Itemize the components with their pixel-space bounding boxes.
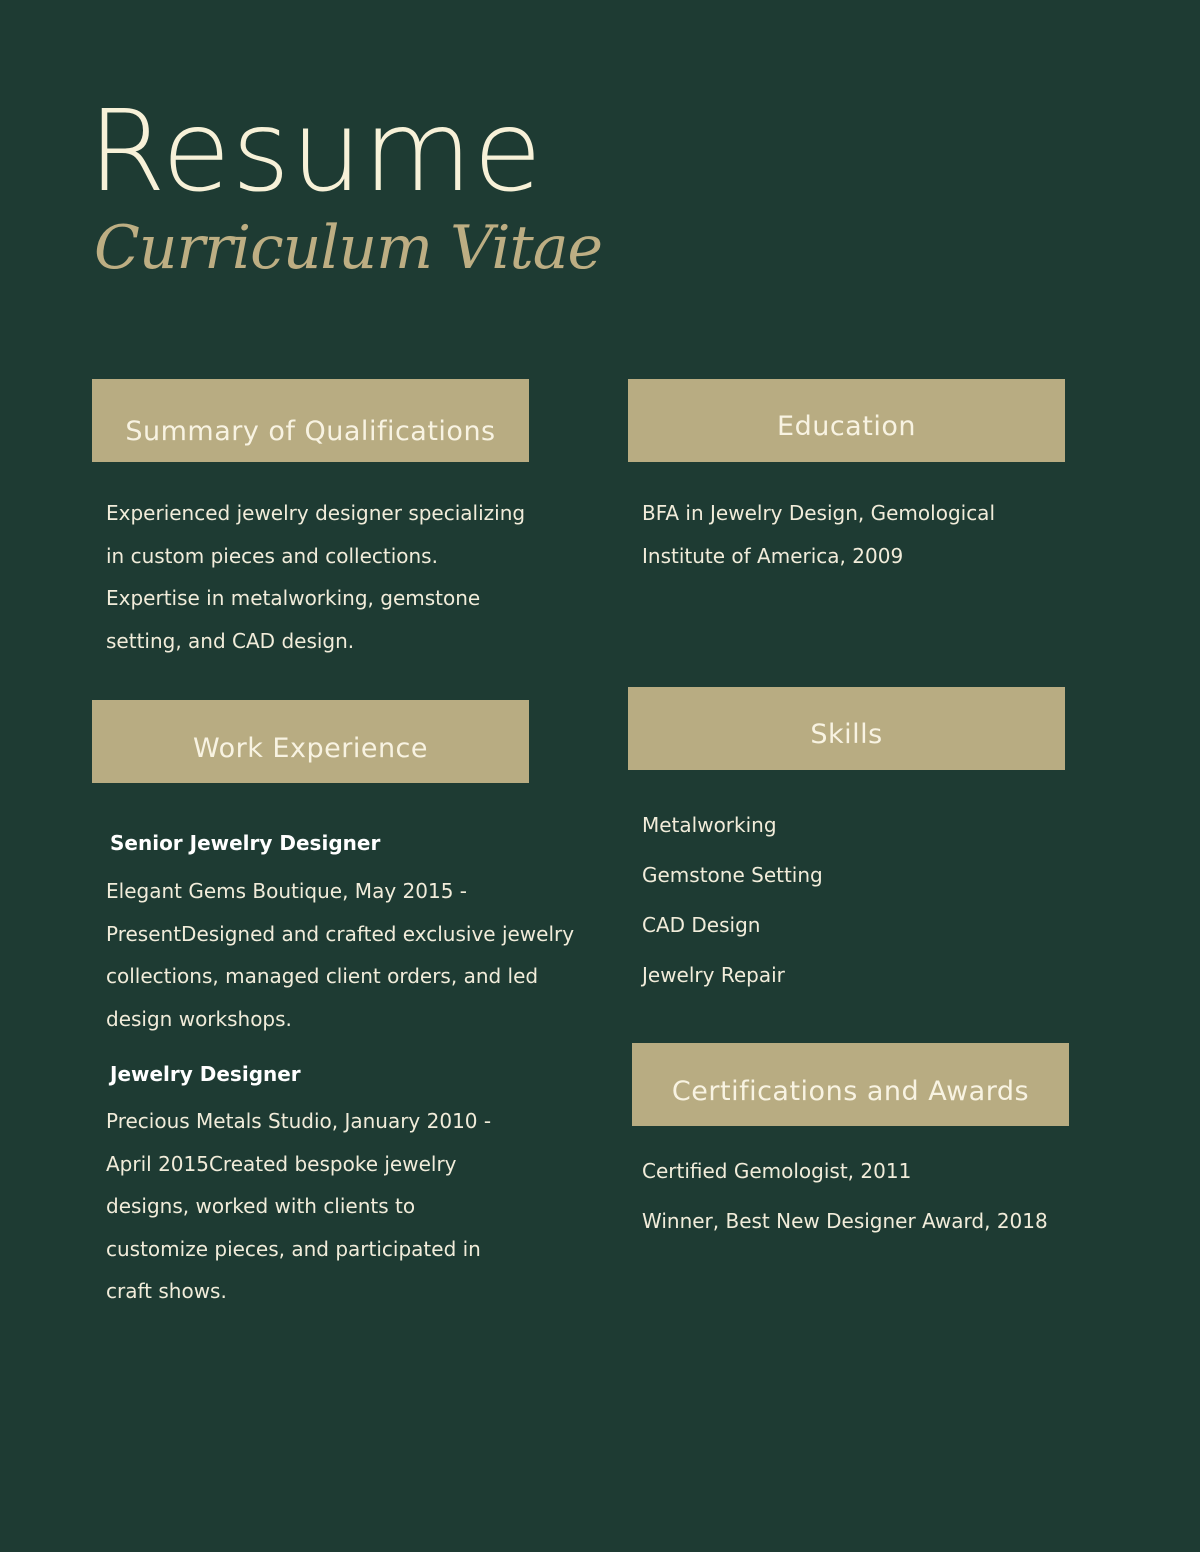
list-item: CAD Design xyxy=(642,913,761,937)
list-item: Jewelry Repair xyxy=(642,963,785,987)
summary-heading: Summary of Qualifications xyxy=(92,379,529,462)
education-text: BFA in Jewelry Design, Gemological Institute of America, 2009 xyxy=(642,501,995,568)
job-title: Jewelry Designer xyxy=(110,1062,301,1086)
summary-text: Experienced jewelry designer specializing in custom pieces and collections. Expertise in metalworking, gemstone setting, and CAD design. xyxy=(106,501,526,653)
list-item: Winner, Best New Designer Award, 2018 xyxy=(642,1209,1048,1233)
list-item: Gemstone Setting xyxy=(642,863,823,887)
job-details: Precious Metals Studio, January 2010 - April 2015Created bespoke jewelry designs, worked with clients to customize pieces, and participated in craft shows. xyxy=(106,1109,492,1303)
list-item: Metalworking xyxy=(642,813,777,837)
job-title: Senior Jewelry Designer xyxy=(110,831,381,855)
education-heading: Education xyxy=(628,379,1065,462)
skills-list xyxy=(642,812,823,1012)
page-title: Resume xyxy=(88,87,544,217)
job-details: Elegant Gems Boutique, May 2015 - PresentDesigned and crafted exclusive jewelry collections, managed client orders, and led design workshops. xyxy=(106,879,575,1031)
page-subtitle: Curriculum Vitae xyxy=(94,213,603,283)
certifications-list xyxy=(642,1158,1048,1258)
list-item: Certified Gemologist, 2011 xyxy=(642,1159,912,1183)
certifications-heading: Certifications and Awards xyxy=(632,1043,1069,1126)
work-heading: Work Experience xyxy=(92,700,529,783)
skills-heading: Skills xyxy=(628,687,1065,770)
